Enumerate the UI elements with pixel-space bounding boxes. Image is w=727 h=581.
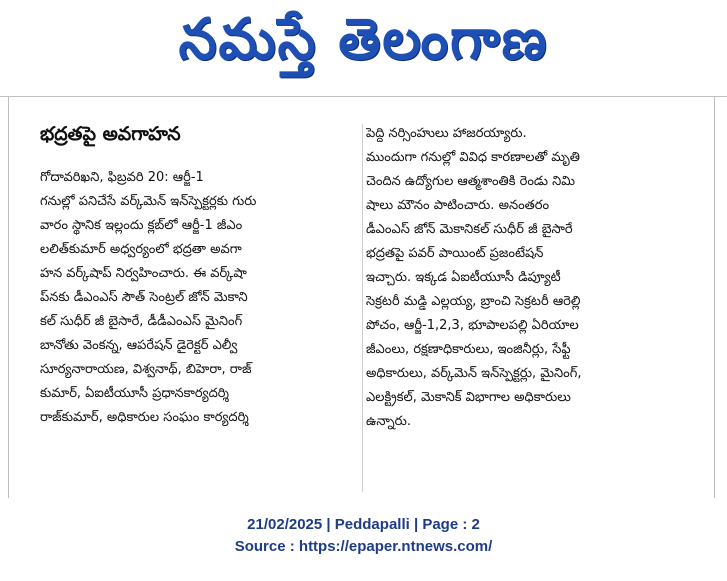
article-body-line: కల్ సుధీర్ జీ బైసారే, డీడీఎంఎస్ మైనింగ్: [40, 314, 243, 329]
article-body-line: బానోతు వెంకన్న, ఆపరేషన్ డైరెక్టర్ ఎల్వీ: [40, 338, 238, 353]
article-body-line: పోచం, ఆర్జీ-1,2,3, భూపాలపల్లి ఏరియాల: [366, 318, 579, 333]
clipping-right-border: [714, 96, 715, 498]
article-body-line: పెద్ది నర్సింహులు హాజరయ్యారు.: [366, 126, 527, 141]
article-body-line: వారం స్థానిక ఇల్లందు క్లబ్‌లో ఆర్జీ-1 జీఎం: [40, 218, 243, 233]
article-body-line: భద్రతపై పవర్ పాయింట్ ప్రజంటేషన్: [366, 246, 544, 261]
article-body-line: సూర్యనారాయణ, విశ్వనాథ్, బిహెరా, రాజ్: [40, 362, 252, 377]
article-body-line: గనుల్లో పనిచేసే వర్క్‌మెన్ ఇన్‌స్పెక్టర్లకు గురు: [40, 194, 257, 209]
article-body-line: ఉన్నారు.: [366, 414, 411, 429]
footer-source: Source : https://epaper.ntnews.com/: [234, 538, 493, 555]
column-divider: [362, 124, 363, 492]
article-body-left: [40, 166, 362, 430]
article-body-right: [366, 122, 700, 434]
article-column-left: [40, 98, 362, 496]
article-body-line: ఎలక్ట్రికల్, మెకానిక్ విభాగాల అధికారులు: [366, 390, 571, 405]
article-body-line: కుమార్, ఏఐటీయూసీ ప్రధానకార్యదర్శి: [40, 386, 229, 401]
footer-date-edition: 21/02/2025 | Peddapalli | Page : 2: [247, 516, 480, 533]
clipping-top-border: [0, 96, 727, 97]
clipping-footer: [0, 514, 727, 558]
article-body-line: ముందుగా గనుల్లో వివిధ కారణాలతో మృతి: [366, 150, 580, 165]
article-body-line: హన వర్క్‌షాప్ నిర్వహించారు. ఈ వర్క్‌షా: [40, 266, 247, 281]
masthead: [0, 0, 727, 92]
article-body-line: డీఎంఎస్ జోన్ మెకానికల్ సుధీర్ జీ బైసారే: [366, 222, 573, 237]
clipping-left-border: [8, 96, 9, 498]
article-column-right: [366, 98, 700, 496]
article-body-line: సెక్రటరీ మడ్డి ఎల్లయ్య, బ్రాంచి సెక్రటరీ ఆరెల్లి: [366, 294, 581, 309]
article-body-line: అధికారులు, వర్క్‌మెన్ ఇన్‌స్పెక్టర్లు, మైనింగ్,: [366, 366, 582, 381]
article-body-line: జీఎంలు, రక్షణాధికారులు, ఇంజినీర్లు, సేఫ్టీ: [366, 342, 571, 357]
newspaper-title: నమస్తే తెలంగాణ: [178, 5, 549, 72]
article-body-line: లలిత్‌కుమార్ అధ్వర్యంలో భద్రతా అవగా: [40, 242, 242, 257]
article-body-line: షాలు మౌనం పాటించారు. అనంతరం: [366, 198, 550, 213]
article-body-line: చెందిన ఉద్యోగుల ఆత్మశాంతికి రెండు నిమి: [366, 174, 576, 189]
article-body-line: ఇచ్చారు. ఇక్కడ ఏఐటీయూసీ డిప్యూటీ: [366, 270, 561, 285]
news-article: [10, 98, 712, 496]
article-body-line: ప్‌నకు డీఎంఎస్ సౌత్ సెంట్రల్ జోన్ మెకాని: [40, 290, 248, 305]
article-body-line: రాజ్‌కుమార్, అధికారుల సంఘం కార్యదర్శి: [40, 410, 249, 425]
article-body-line: గోదావరిఖని, ఫిబ్రవరి 20: ఆర్జీ-1: [40, 170, 204, 185]
article-headline: భద్రతపై అవగాహన: [40, 123, 181, 145]
